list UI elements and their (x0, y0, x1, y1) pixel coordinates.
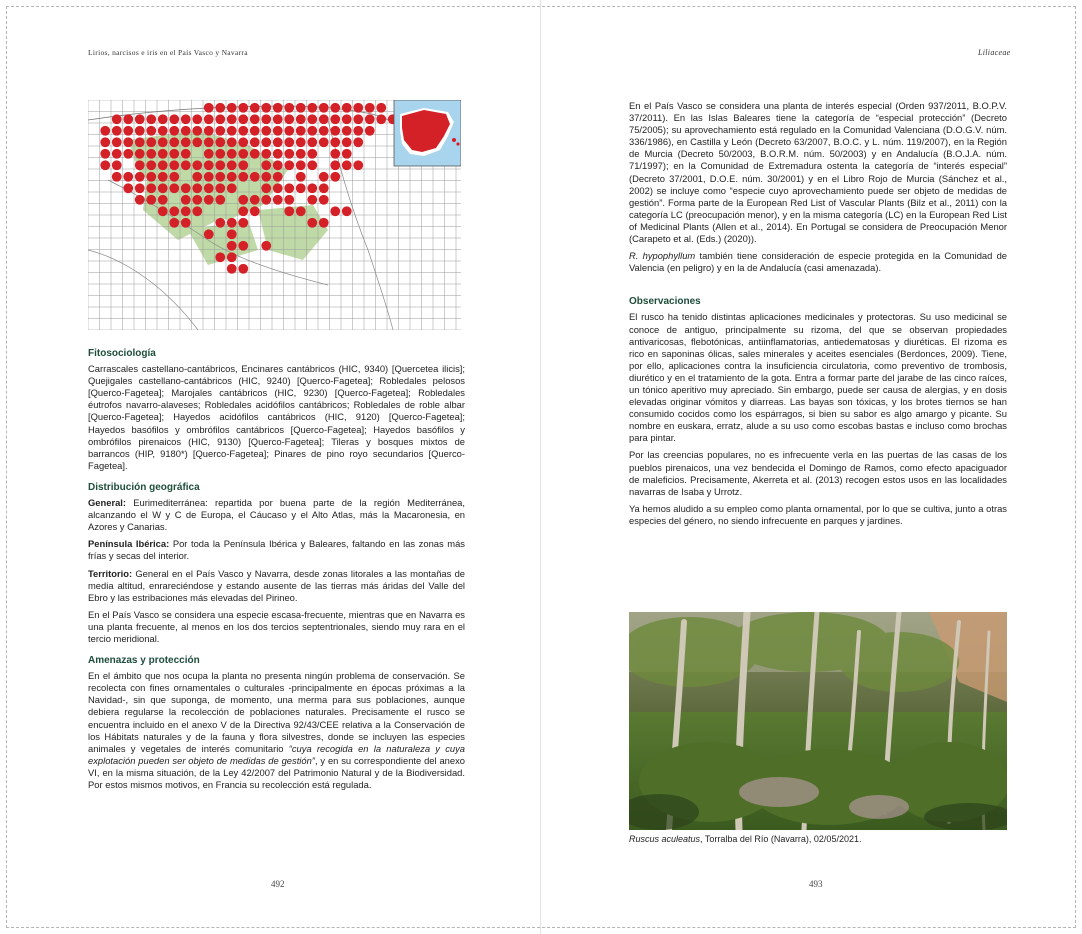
right-text-column (629, 100, 1007, 532)
occurrence-dot (353, 137, 363, 147)
occurrence-dot (135, 149, 145, 159)
occurrence-dot (250, 149, 260, 159)
occurrence-dot (192, 195, 202, 205)
occurrence-dot (227, 137, 237, 147)
occurrence-dot (296, 137, 306, 147)
amenazas-quote: “cuya recogida en la naturaleza y cuya explotación pueden ser objeto de medidas de gestión” (88, 742, 466, 766)
occurrence-dot (204, 160, 214, 170)
occurrence-dot (100, 137, 110, 147)
distribution-map (88, 100, 461, 330)
occurrence-dot (238, 103, 248, 113)
occurrence-dot (296, 149, 306, 159)
occurrence-dot (330, 206, 340, 216)
occurrence-dot (100, 126, 110, 136)
occurrence-dot (192, 126, 202, 136)
occurrence-dot (204, 103, 214, 113)
occurrence-dot (307, 137, 317, 147)
occurrence-dot (146, 114, 156, 124)
occurrence-dot (169, 137, 179, 147)
occurrence-dot (238, 137, 248, 147)
occurrence-dot (296, 206, 306, 216)
forest-photo (629, 612, 1007, 830)
occurrence-dot (146, 126, 156, 136)
occurrence-dot (353, 103, 363, 113)
occurrence-dot (250, 195, 260, 205)
occurrence-dot (135, 114, 145, 124)
occurrence-dot (135, 126, 145, 136)
occurrence-dot (215, 114, 225, 124)
occurrence-dot (273, 183, 283, 193)
occurrence-dot (158, 206, 168, 216)
occurrence-dot (307, 126, 317, 136)
occurrence-dot (169, 183, 179, 193)
occurrence-dot (100, 149, 110, 159)
occurrence-dot (215, 137, 225, 147)
territorio-label: Territorio: (88, 567, 133, 579)
occurrence-dot (146, 195, 156, 205)
occurrence-dot (181, 149, 191, 159)
iberia-inset (394, 100, 461, 166)
occurrence-dot (319, 218, 329, 228)
occurrence-dot (192, 160, 202, 170)
occurrence-dot (307, 114, 317, 124)
occurrence-dot (169, 149, 179, 159)
occurrence-dot (158, 183, 168, 193)
occurrence-dot (273, 126, 283, 136)
occurrence-dot (261, 137, 271, 147)
occurrence-dot (284, 195, 294, 205)
observaciones-paragraph-1: El rusco ha tenido distintas aplicaciones medicinales y protectoras. Su uso medicinal se conoce de antiguo, principalmente su rizoma, del que se observan propiedades antivaricosas, flebotónicas, antiinflamatorias, antiedematosas y diuréticas. El rizoma es rico en saponinas ólicas, sales minerales y aceites esenciales (Berdonces, 2009). Tiene, por ello, aplicaciones contra la insuficiencia circulatoria, como preventivo de trombosis, diurético y en el tratamiento de la gota. Entra a formar parte del jarabe de las cinco raíces, un tónico aperitivo muy apreciado. Sin embargo, puede ser causa de alergias, y en dosis elevadas originar vómitos y diarreas. Las bayas son tóxicas, y los brotes tiernos se han consumido cocidos como los espárragos, si bien su sabor es algo amargo y picante. Su nombre en euskara, erratz, alude a su uso como escobas bastas e incluso como brochas para pintar. (629, 311, 1007, 444)
left-page (0, 0, 540, 934)
heading-observaciones: Observaciones (629, 296, 701, 308)
occurrence-dot (215, 252, 225, 262)
occurrence-dot (192, 114, 202, 124)
left-text-column (88, 338, 465, 796)
occurrence-dot (112, 172, 122, 182)
occurrence-dot (146, 183, 156, 193)
occurrence-dot (112, 149, 122, 159)
occurrence-dot (250, 114, 260, 124)
occurrence-dot (261, 241, 271, 251)
amenazas-text (88, 670, 465, 791)
occurrence-dot (307, 218, 317, 228)
occurrence-dot (227, 172, 237, 182)
caption-species: Ruscus aculeatus (629, 834, 701, 844)
occurrence-dot (273, 137, 283, 147)
occurrence-dot (227, 264, 237, 274)
occurrence-dot (123, 149, 133, 159)
occurrence-dot (169, 114, 179, 124)
occurrence-dot (227, 114, 237, 124)
occurrence-dot (261, 114, 271, 124)
observaciones-paragraph-2: Por las creencias populares, no es infrecuente verla en las puertas de las casas de los pueblos pirenaicos, una vez bendecida el Domingo de Ramos, como efecto apaciguador de maleficios. Precisamente, Akerreta et al. (2013) recogen estos usos en las localidades navarras de Isaba y Urrotz. (629, 449, 1007, 497)
occurrence-dot (112, 160, 122, 170)
occurrence-dot (227, 149, 237, 159)
occurrence-dot (307, 149, 317, 159)
occurrence-dot (227, 126, 237, 136)
occurrence-dot (158, 160, 168, 170)
occurrence-dot (296, 126, 306, 136)
occurrence-dot (146, 137, 156, 147)
occurrence-dot (273, 149, 283, 159)
occurrence-dot (330, 172, 340, 182)
occurrence-dot (181, 206, 191, 216)
occurrence-dot (181, 218, 191, 228)
occurrence-dot (227, 252, 237, 262)
occurrence-dot (227, 183, 237, 193)
occurrence-dot (307, 183, 317, 193)
occurrence-dot (215, 126, 225, 136)
occurrence-dot (135, 137, 145, 147)
occurrence-dot (284, 160, 294, 170)
occurrence-dot (238, 206, 248, 216)
occurrence-dot (181, 183, 191, 193)
occurrence-dot (238, 241, 248, 251)
occurrence-dot (273, 160, 283, 170)
occurrence-dot (284, 149, 294, 159)
observaciones-paragraph-3: Ya hemos aludido a su empleo como planta ornamental, por lo que se cultiva, junto a otras especies del género, no siendo infrecuente en parques y jardines. (629, 502, 1007, 526)
occurrence-dot (158, 172, 168, 182)
occurrence-dot (261, 195, 271, 205)
occurrence-dot (273, 195, 283, 205)
occurrence-dot (353, 114, 363, 124)
occurrence-dot (342, 103, 352, 113)
occurrence-dot (284, 206, 294, 216)
occurrence-dot (342, 149, 352, 159)
occurrence-dot (123, 114, 133, 124)
occurrence-dot (215, 218, 225, 228)
page-number-left: 492 (271, 879, 285, 889)
heading-fitosociologia: Fitosociología (88, 348, 156, 359)
occurrence-dot (353, 126, 363, 136)
distribucion-general (88, 497, 465, 533)
occurrence-dot (319, 137, 329, 147)
occurrence-dot (250, 206, 260, 216)
occurrence-dot (204, 195, 214, 205)
occurrence-dot (204, 172, 214, 182)
occurrence-dot (342, 206, 352, 216)
occurrence-dot (135, 172, 145, 182)
occurrence-dot (250, 103, 260, 113)
caption-text: , Torralba del Río (Navarra), 02/05/2021. (700, 834, 862, 844)
occurrence-dot (192, 183, 202, 193)
occurrence-dot (112, 126, 122, 136)
distribucion-paragraph-2: En el País Vasco se considera una especie escasa-frecuente, mientras que en Navarra es una planta frecuente, al menos en los dos tercios septentrionales, siendo muy rara en el tercio meridional. (88, 608, 465, 644)
occurrence-dot (284, 103, 294, 113)
occurrence-dot (307, 160, 317, 170)
occurrence-dot (296, 160, 306, 170)
occurrence-dot (204, 183, 214, 193)
occurrence-dot (227, 160, 237, 170)
hypophyllum-paragraph (629, 250, 1007, 274)
occurrence-dot (146, 149, 156, 159)
occurrence-dot (296, 183, 306, 193)
occurrence-dot (342, 126, 352, 136)
occurrence-dot (342, 160, 352, 170)
amenazas-text-1: En el ámbito que nos ocupa la planta no presenta ningún problema de conservación. Se recolecta con fines ornamentales o culturales -principalmente en épocas próximas a la Navidad-, sin que suponga, de momento, una merma para sus poblaciones, aunque debiera regularse la recolección de poblaciones naturales. Precisamente el rusco se encuentra incluido en el anexo V de la Directiva 92/43/CEE relativa a la Conservación de los Hábitats naturales y de la fauna y flora silvestres, donde se incluyen las especies animales y vegetales de interés comunitario (88, 670, 465, 754)
occurrence-dot (215, 160, 225, 170)
occurrence-dot (261, 183, 271, 193)
occurrence-dot (261, 160, 271, 170)
occurrence-dot (169, 160, 179, 170)
occurrence-dot (215, 149, 225, 159)
occurrence-dot (319, 103, 329, 113)
occurrence-dot (146, 160, 156, 170)
occurrence-dot (284, 137, 294, 147)
occurrence-dot (284, 114, 294, 124)
occurrence-dot (250, 172, 260, 182)
amenazas-text-2: , y en su correspondiente del anexo VI, en la misma situación, de la Ley 42/2007 del Patrimonio Natural y de la Biodiversidad. Por estos mismos motivos, en Francia su recolección está regulada. (88, 754, 465, 790)
occurrence-dot (330, 103, 340, 113)
occurrence-dot (330, 114, 340, 124)
occurrence-dot (146, 172, 156, 182)
occurrence-dot (204, 229, 214, 239)
occurrence-dot (215, 172, 225, 182)
occurrence-dot (227, 241, 237, 251)
occurrence-dot (330, 149, 340, 159)
occurrence-dot (181, 160, 191, 170)
occurrence-dot (227, 103, 237, 113)
occurrence-dot (238, 264, 248, 274)
occurrence-dot (215, 103, 225, 113)
occurrence-dot (319, 114, 329, 124)
occurrence-dot (169, 218, 179, 228)
occurrence-dot (330, 137, 340, 147)
occurrence-dot (158, 149, 168, 159)
occurrence-dot (284, 183, 294, 193)
distribucion-peninsula (88, 538, 465, 562)
occurrence-dot (215, 195, 225, 205)
occurrence-dot (342, 114, 352, 124)
occurrence-dot (192, 206, 202, 216)
occurrence-dot (169, 126, 179, 136)
occurrence-dot (204, 114, 214, 124)
occurrence-dot (238, 195, 248, 205)
occurrence-dot (112, 137, 122, 147)
occurrence-dot (158, 126, 168, 136)
occurrence-dot (342, 137, 352, 147)
occurrence-dot (319, 195, 329, 205)
peninsula-text: Por toda la Península Ibérica y Baleares, faltando en las zonas más frías y secas del interior. (88, 538, 465, 562)
occurrence-dot (135, 195, 145, 205)
occurrence-dot (296, 172, 306, 182)
occurrence-dot (227, 229, 237, 239)
occurrence-dot (238, 218, 248, 228)
occurrence-dot (135, 183, 145, 193)
occurrence-dot (169, 206, 179, 216)
occurrence-dot (169, 172, 179, 182)
fitosociologia-text: Carrascales castellano-cantábricos, Encinares cantábricos (HIC, 9340) [Quercetea ilicis]; Quejigales castellano-cantábricos (HIC, 9240) [Querco-Fagetea]; Robledales pelosos [Querco-Fagetea]; Marojales cantábricos (HIC, 9230) [Querco-Fagetea]; Robledales éutrofos navarro-alaveses; Robledales acidófilos cantábricos; Robledales de roble albar [Querco-Fagetea]; Hayedos acidófilos cantábricos (HIC, 9120) [Querco-Fagetea]; Hayedos basófilos y ombrófilos cantábricos [Querco-Fagetea]; Hayedos basófilos y ombrófilos pirenaicos (HIC, 9130) [Querco-Fagetea]; Tileras y bosques mixtos de barrancos (HIP, 9180*) [Querco-Fagetea]; Pinares de pino royo secundarios [Querco-Fagetea]. (88, 363, 465, 471)
occurrence-dot (261, 103, 271, 113)
occurrence-dot (330, 160, 340, 170)
occurrence-dot (181, 195, 191, 205)
occurrence-dot (135, 160, 145, 170)
occurrence-dot (238, 126, 248, 136)
occurrence-dot (330, 126, 340, 136)
peninsula-label: Península Ibérica: (88, 538, 170, 550)
occurrence-dot (100, 160, 110, 170)
occurrence-dot (365, 103, 375, 113)
occurrence-dot (319, 126, 329, 136)
occurrence-dot (238, 149, 248, 159)
running-head-right: Liliaceae (978, 48, 1011, 57)
occurrence-dot (158, 137, 168, 147)
general-text: Eurimediterránea: repartida por buena parte de la región Mediterránea, alcanzando el W y C de Europa, el Cáucaso y el Alto Atlas, más la Macaronesia, en Azores y Canarias. (88, 497, 465, 533)
occurrence-dot (365, 126, 375, 136)
occurrence-dot (158, 114, 168, 124)
occurrence-dot (284, 126, 294, 136)
general-label: General: (88, 497, 127, 509)
occurrence-dot (204, 126, 214, 136)
occurrence-dot (365, 114, 375, 124)
occurrence-dot (296, 103, 306, 113)
occurrence-dot (192, 172, 202, 182)
occurrence-dot (181, 114, 191, 124)
occurrence-dot (123, 126, 133, 136)
distribucion-territorio (88, 568, 465, 604)
occurrence-dot (319, 172, 329, 182)
occurrence-dot (376, 103, 386, 113)
occurrence-dot (307, 195, 317, 205)
occurrence-dot (261, 149, 271, 159)
page-number-right: 493 (809, 879, 823, 889)
occurrence-dot (273, 172, 283, 182)
occurrence-dot (204, 137, 214, 147)
occurrence-dot (296, 114, 306, 124)
occurrence-dot (215, 183, 225, 193)
occurrence-dot (123, 137, 133, 147)
occurrence-dot (353, 160, 363, 170)
occurrence-dot (250, 137, 260, 147)
occurrence-dot (307, 103, 317, 113)
occurrence-dot (261, 126, 271, 136)
occurrence-dot (238, 172, 248, 182)
occurrence-dot (123, 183, 133, 193)
occurrence-dot (112, 114, 122, 124)
occurrence-dot (227, 218, 237, 228)
occurrence-dot (181, 126, 191, 136)
photo-caption (629, 834, 861, 844)
heading-distribucion: Distribución geográfica (88, 481, 200, 493)
territorio-text: General en el País Vasco y Navarra, desde zonas litorales a las montañas de media altitud, enrareciéndose y estando ausente de las tierras más áridas del Valle del Ebro y las estribaciones más elevadas del Pirineo. (88, 567, 465, 603)
occurrence-dot (181, 137, 191, 147)
occurrence-dot (238, 114, 248, 124)
running-head-left: Lirios, narcisos e iris en el País Vasco y Navarra (88, 48, 248, 57)
occurrence-dot (192, 137, 202, 147)
hypophyllum-species: R. hypophyllum (629, 250, 696, 262)
heading-amenazas: Amenazas y protección (88, 655, 200, 667)
occurrence-dot (261, 172, 271, 182)
occurrence-dot (376, 114, 386, 124)
occurrence-dot (158, 195, 168, 205)
occurrence-dot (250, 126, 260, 136)
occurrence-dot (319, 183, 329, 193)
occurrence-dot (273, 114, 283, 124)
occurrence-dot (273, 103, 283, 113)
occurrence-dot (123, 172, 133, 182)
occurrence-dot (238, 160, 248, 170)
occurrence-dot (204, 149, 214, 159)
protection-paragraph: En el País Vasco se considera una planta de interés especial (Orden 937/2011, B.O.P.V. 37/2011). En las Islas Baleares tiene la categoría de “especial protección” (Decreto 75/2005); su aprovechamiento está regulado en la Comunidad Valenciana (D.O.G.V. núm. 336/1986), en Castilla y León (Decreto 63/2007, B.O.C. y L. núm. 119/2007), en la Región de Murcia (Decreto 50/2003, B.O.R.M. núm. 50/2003) y en Andalucía (B.O.J.A. núm. 71/1997); en la Comunidad de Extremadura ostenta la categoría de “interés especial” (Decreto 37/2001, D.O.E. núm. 30/2001) y en el Libro Rojo de Murcia (Sánchez et al., 2002) se incluye como “especie cuyo aprovechamiento puede ser objeto de medidas de gestión”. Forma parte de la European Red List of Vascular Plants (Bilz et al., 2011) con la categoría LC (preocupación menor), y en la misma categoría (LC) en la European Red List of Medicinal Plants (Allen et al., 2014). En Portugal se considera de Preocupación Menor (Carapeto et al. (Eds.) (2020)). (629, 100, 1007, 245)
hypophyllum-text: también tiene consideración de especie protegida en la Comunidad de Valencia (en peligro) y en la de Andalucía (casi amenazada). (629, 250, 1007, 274)
